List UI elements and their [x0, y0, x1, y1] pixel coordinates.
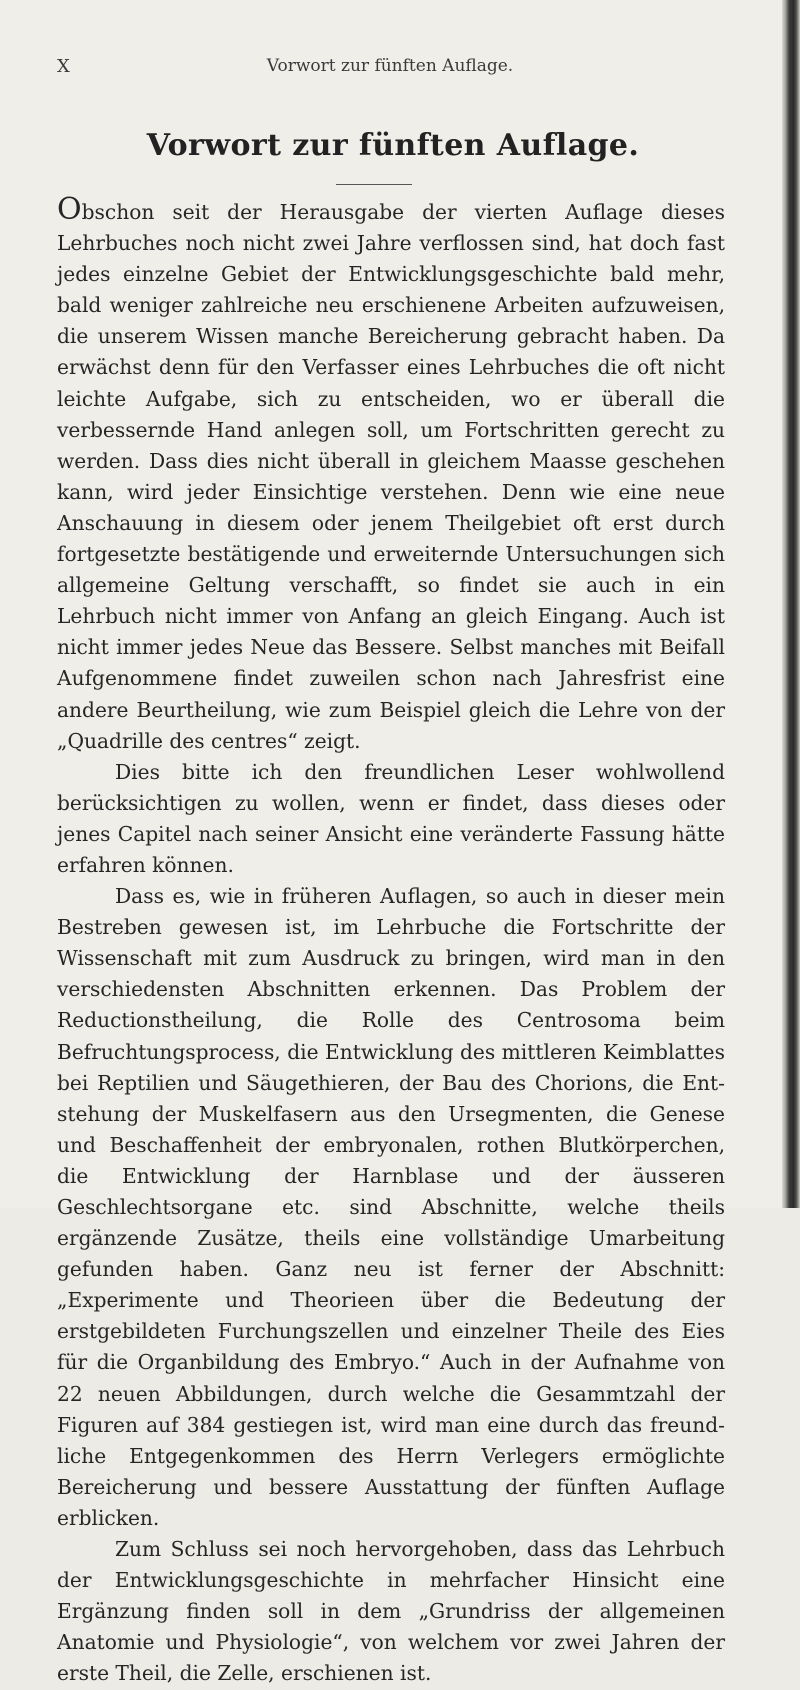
page-number: X: [57, 56, 71, 77]
body-text: [57, 192, 725, 1690]
paragraph-1-text: bschon seit der Herausgabe der vierten Auflage dieses Lehrbuches noch nicht zwei Jahre verflossen sind, hat doch fast jedes einzelne Gebiet der Entwicklungsgeschichte bald mehr, bald weniger zahlreiche neu erschienene Arbeiten aufzuweisen, die unserem Wissen manche Bereicherung gebracht haben. Da erwächst denn für den Verfasser eines Lehrbuches die oft nicht leichte Aufgabe, sich zu entscheiden, wo er überall die verbessernde Hand anlegen soll, um Fortschritten gerecht zu werden. Dass dies nicht überall in gleichem Maasse geschehen kann, wird jeder Einsichtige verstehen. Denn wie eine neue Anschauung in diesem oder jenem Theilgebiet oft erst durch fortgesetzte bestätigende und erweiternde Untersuchungen sich allgemeine Geltung verschafft, so findet sie auch in ein Lehrbuch nicht immer von Anfang an gleich Eingang. Auch ist nicht immer jedes Neue das Bessere. Selbst manches mit Beifall Aufgenommene findet zuweilen schon nach Jahresfrist eine andere Beurtheilung, wie zum Beispiel gleich die Lehre von der „Quadrille des centres“ zeigt.: [57, 200, 725, 753]
book-spine-edge: [782, 0, 800, 1208]
running-title: Vorwort zur fünften Auflage.: [266, 56, 514, 76]
paragraph-3: Dass es, wie in früheren Auflagen, so auch in dieser mein Bestreben gewesen ist, im Lehrbuche die Fortschritte der Wissenschaft mit zum Ausdruck zu bringen, wird man in den verschiedensten Abschnitten erkennen. Das Problem der Reductionstheilung, die Rolle des Centrosoma beim Befruchtungsprocess, die Entwicklung des mittleren Keimblattes bei Reptilien und Säugethieren, der Bau des Chorions, die Entstehung der Muskelfasern aus den Ursegmenten, die Genese und Beschaffenheit der embryonalen, rothen Blutkörperchen, die Entwicklung der Harnblase und der äusseren Geschlechtsorgane etc. sind Abschnitte, welche theils ergänzende Zusätze, theils eine vollständige Umarbeitung gefunden haben. Ganz neu ist ferner der Abschnitt: „Experimente und Theorieen über die Bedeutung der erstgebildeten Furchungszellen und einzelner Theile des Eies für die Organbildung des Embryo.“ Auch in der Aufnahme von 22 neuen Abbildungen, durch welche die Gesammtzahl der Figuren auf 384 gestiegen ist, wird man eine durch das freundliche Entgegenkommen des Herrn Verlegers ermöglichte Bereicherung und bessere Ausstattung der fünften Auflage erblicken.: [57, 884, 725, 1530]
running-head: [0, 56, 786, 86]
chapter-title: Vorwort zur fünften Auflage.: [146, 128, 640, 163]
paragraph-4: Zum Schluss sei noch hervorgehoben, dass das Lehrbuch der Entwicklungsgeschichte in mehrfacher Hinsicht eine Ergänzung finden soll in dem „Grundriss der allgemeinen Anatomie und Physiologie“, von welchem vor zwei Jahren der erste Theil, die Zelle, erschienen ist.: [57, 1537, 725, 1686]
paragraph-2: Dies bitte ich den freundlichen Leser wohlwollend berücksichtigen zu wollen, wenn er findet, dass dieses oder jenes Capitel nach seiner Ansicht eine veränderte Fassung hätte erfahren können.: [57, 759, 725, 877]
title-divider: [336, 184, 412, 185]
initial-letter: O: [57, 192, 82, 227]
paragraph-1: [57, 192, 725, 757]
